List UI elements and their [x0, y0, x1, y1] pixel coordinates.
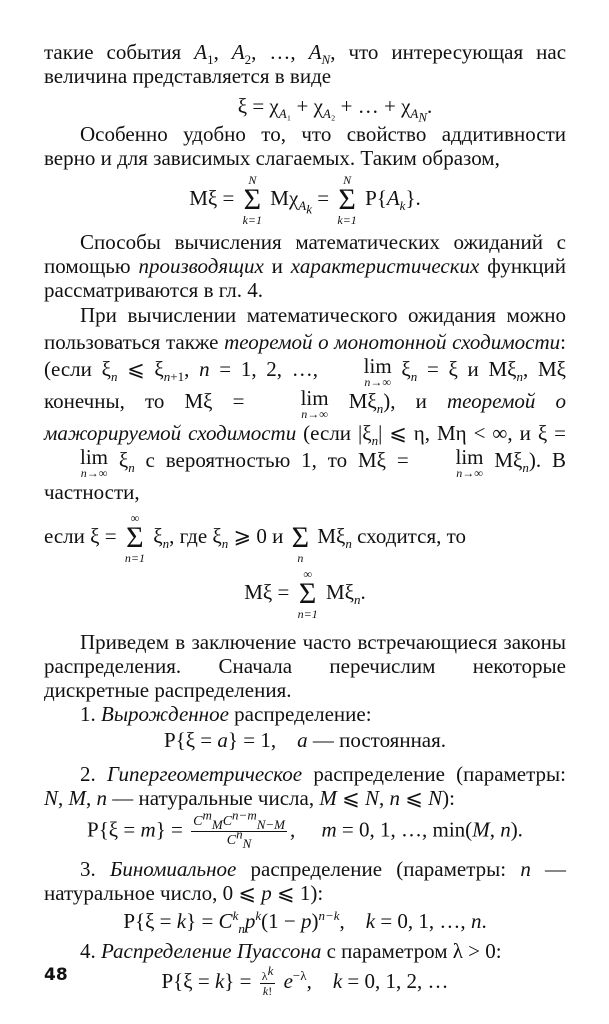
paragraph-additivity: Особенно удобно то, что свойство аддитивности верно и для зависимых слагаемых. Таким образом,	[44, 122, 566, 170]
paragraph-theorems: При вычислении математического ожидания можно пользоваться также теоремой о монотонной сходимости:(если $\xi_n$ ⩽ $\xi_{n+1}$, n = 1, 2, …, lim n→∞ $\xi_n = \xi$ и $M\xi_n$, Mξ конечны, то Mξ = lim n→∞ $M\xi_n$), и теоремой о мажорируемой сходимости (если $|\xi_n|$ ⩽ η, Mη < ∞, и ξ = lim n→∞ $\xi_n$ с вероятностью 1, то Mξ = lim n→∞ $M\xi_n$). В частности,	[44, 303, 567, 504]
formula-binomial: $P\{\xi = k\} = C^k_np^k(1 - p)^{n-k}$, k = 0, 1, …, n.	[123, 908, 487, 937]
list-item-poisson: 4. Распределение Пуассона с параметром λ > 0:	[80, 939, 502, 963]
paragraph-events: такие события $A_1$, $A_2$, …, $A_N$, что интересующая нас величина представляется в виде	[44, 40, 567, 88]
formula-hypergeometric: P{ξ = m} = $\frac{C^m_MC^{n-m}_{N-M}}{C^n_N}$ , m = 0, 1, …, min(M, n).	[87, 807, 523, 851]
formula-expectation-sum: Mξ = N Σ k=1 $M\chi_{A_k}$ = N Σ k=1 $P\{A_k\}$.	[189, 173, 421, 227]
paragraph-distributions-intro: Приведем в заключение часто встречающиеся законы распределения. Сначала перечислим некоторые дискретные распределения.	[44, 630, 566, 702]
formula-degenerate: P{ξ = a} = 1, a — постоянная.	[163, 728, 447, 752]
page-number: 48	[44, 965, 68, 985]
formula-series-expectation: Mξ = ∞ Σ n=1 $M\xi_n$.	[244, 567, 366, 621]
page-content	[44, 40, 566, 1003]
formula-xi-sum: $\xi = \chi_{A_1} + \chi_{A_2}$ + … + $\chi_{A_N}$.	[237, 94, 433, 125]
list-item-degenerate: 1. Вырожденное распределение:	[80, 702, 372, 726]
list-item-binomial: 3. Биномиальное распределение (параметры: n — натуральное число, 0 ⩽ p ⩽ 1):	[44, 857, 567, 905]
list-item-hypergeometric: 2. Гипергеометрическое распределение (параметры: N, M, n — натуральные числа, M ⩽ N, n ⩽ N):	[44, 762, 566, 810]
formula-poisson: P{ξ = k} = $\frac{\lambda^k}{k!}$ $e^{-\lambda}$, k = 0, 1, 2, …	[161, 962, 449, 998]
paragraph-methods: Способы вычисления математических ожиданий с помощью производящих и характеристических функций рассматриваются в гл. 4.	[44, 230, 566, 302]
paragraph-series: если ξ = ∞ Σ n=1 $\xi_n$, где $\xi_n$ ⩾ 0 и Σ n $M\xi_n$ сходится, то	[44, 511, 467, 565]
